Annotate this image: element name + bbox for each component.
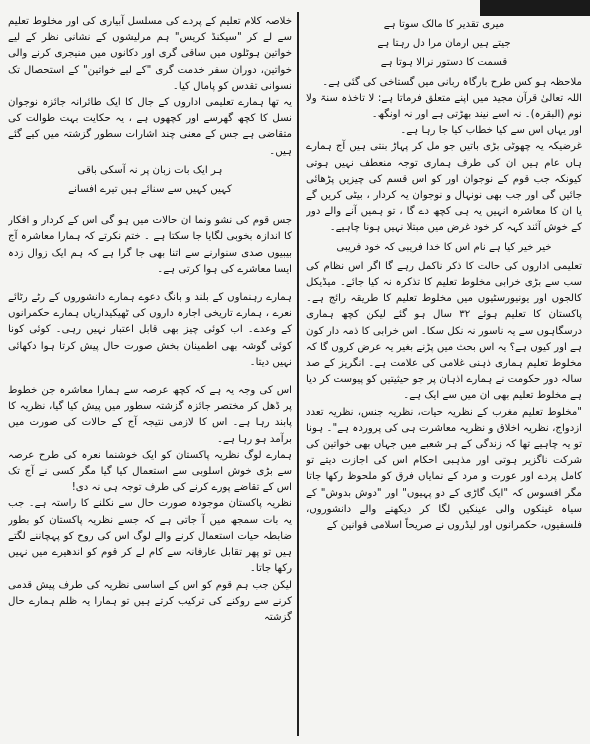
- left-column-paragraph: ہمارے رہنماوں کے بلند و بانگ دعوے ہمارے دانشوروں کے رٹے رٹائے نعرے ، ہمارے تاریخی اجارہ داروں کی ٹھیکیداریاں ہمارے حکمرانوں کے وعدے۔ اب کوئی چیز بھی قابل اعتبار نہیں رہی۔ کوئی کونا کوئی گوشہ بھی اطمینان بخش صورت حال پیش کرتا ہوا دکھائی نہیں دیتا۔: [8, 292, 292, 368]
- left-column-paragraph: یہ تھا ہمارے تعلیمی اداروں کے جال کا ایک طائرانہ جائزہ نوجوان نسل کا کچھ گھرسے اور کچھوں ہے ، یہ حکایت بہت طوالت کی متقاضی ہے جس کے معنی چند اشارات سطور گزشتہ میں کیے گئے ہیں۔: [8, 97, 292, 157]
- right-column-paragraph: ملاحظہ ہو کس طرح بارگاہ ربانی میں گستاخی کی گئی ہے۔: [322, 76, 582, 88]
- right-column-paragraph: تعلیمی اداروں کی حالت کا ذکر ناکمل رہے گا اگر اس نظام کی سب سے بڑی خرابی مخلوط تعلیم کا تذکرہ نہ کیا جائے۔ میڈیکل کالجوں اور یونیورسٹیوں میں مخلوط تعلیم کا طریقہ رائج ہے۔ پاکستان کا تعلیم ہوئے ۳۲ سال ہو گئے لیکن کچھ ہماری درسگاہوں سے یہ ناسور نہ نکل سکا۔ اس خرابی کا ذمہ دار کون ہے اور کیوں ہے؟ یہ اس بحث میں پڑنے بغیر یہ عرض کروں گا کہ مخلوط تعلیم ہماری ذہنی غلامی کی علامت ہے۔ انگریز کے صد سالہ دور حکومت نے ہمارے اذہان پر جو حیثیتیں کو پیوست کر دیا ہے مخلوط تعلیم بھی ان میں سے ایک ہے۔: [306, 260, 582, 402]
- left-column-verse: ہر ایک بات زبان پر نہ آسکی باقی: [77, 164, 223, 176]
- left-column-spacer: [8, 371, 292, 383]
- left-column-verse: کہیں کہیں سے سنائے ہیں تیرے افسانے: [68, 184, 232, 196]
- right-column-verse: میری تقدیر کا مالک سوتا ہے: [383, 19, 505, 30]
- left-column-paragraph: ہمارے لوگ نظریہ پاکستان کو ایک خوشنما نعرہ کی طرح عرصہ سے بڑی خوش اسلوبی سے استعمال کیا گیا مگر کسی نے آج تک اس کے تقاضے پورے کرنے کی طرف توجہ ہی نہ دی!: [8, 449, 292, 494]
- left-column-spacer: [8, 201, 292, 213]
- right-column-paragraph: اور یہاں اس سے کیا خطاب کیا جا رہا ہے۔: [400, 125, 582, 137]
- left-column-paragraph: جس قوم کی نشو ونما ان حالات میں ہو گی اس کے کردار و افکار کا اندازہ بخوبی لگایا جا سکتا ہے ۔ ختم نکرتے کہ ہمارا معاشرہ آج بیبیوں صدی سنوارنے سے اتنا بھی جا گرا ہے کہ ہم ایک زوال زدہ ایسا معاشرے کی ہوا کرتی ہے۔: [8, 215, 292, 275]
- right-column-paragraph: غرضیکہ یہ چھوٹی بڑی باتیں جو مل کر پہاڑ بنتی ہیں آج ہمارے ہاں عام ہیں ان کی طرف ہماری توجہ منعطف نہیں ہوتی کیونکہ جب قوم کے نوجوان اور کو اس قسم کی چیزیں پڑھائی جائیں گی اور جب بھی نونہال و نوجوان یہ کردار ، بیٹی کریں گے یا ان کا معاشرہ انہیں یہ ہی کچھ دے گا ، تو ہمیں آنے والے دور کے خوش آئند کہہ کر خود غرض میں مبتلا نہیں ہونا چاہیے۔: [306, 141, 582, 234]
- right-column-verse: قسمت کا دستور نرالا ہوتا ہے: [380, 57, 508, 69]
- left-column: [8, 14, 292, 738]
- right-column-verse: خیر خیر کیا ہے نام اس کا خدا فریبی کہ خود فریبی: [336, 241, 552, 253]
- left-column-paragraph: نظریہ پاکستان موجودہ صورت حال سے نکلنے کا راستہ ہے۔ جب یہ بات سمجھ میں آ جاتی ہے کہ جسے نظریہ پاکستان کو بطور ضابطہ حیات استعمال کرنے والے لوگ اس کی روح کو پہچاننے لگتے ہیں تو پھر تقابل عارفانہ سے کام لے کر قوم کو اندھیرے میں نہیں رکھا جاتا۔: [8, 498, 292, 575]
- right-column-verse: جیتے ہیں ارمان مرا دل رہتا ہے: [377, 38, 511, 50]
- right-column: [306, 14, 582, 738]
- right-column-paragraph: "مخلوط تعلیم مغرب کے نظریہ حیات، نظریہ جنس، نظریہ تعدد ازدواج، نظریہ اخلاق و نظریہ معاشرت ہی کی پروردہ ہے"۔ ہونا تو یہ چاہیے تھا کہ زندگی کے ہر شعبے میں جہاں بھی خواتین کی شرکت ناگزیر ہوتی اور مذہبی احکام اس کی اجازت دیتے تو کامل پردے اور عورت و مرد کے نمایاں فرق کو ملحوظ رکھا جاتا مگر افسوس کہ "ایک گاڑی کے دو پہیوں" اور "دوش بدوش" کے سیاہ غینکوں والی عینکیں لگا کر دیکھنے والے دانشوروں، فلسفیوں، حکمرانوں اور لیڈروں نے صریحاً اسلامی قوانین کے: [306, 406, 582, 532]
- left-column-spacer: [8, 278, 292, 290]
- left-column-paragraph: لیکن جب ہم قوم کو اس کے اساسی نظریہ کی طرف پیش قدمی کرنے سے روکنے کی ترکیب کرتے ہیں تو ہمارا یہ ظلم ہمارے حال گزشتہ: [8, 579, 292, 623]
- column-divider: [297, 12, 299, 736]
- left-column-paragraph: خلاصہ کلام تعلیم کے پردے کی مسلسل آبیاری کی اور مخلوط تعلیم سے لے کر "سیکنڈ کریس" ہم مرلیشوں کے نشانی نظر کے لیے خواتین ہوٹلوں میں ساقی گری اور دکانوں میں منیجری کرنے والی خواتین، دوران سفر خدمت گری "کے لیے خواتین" کے استحصال تک نسوانی تقدس کو پامال کیا۔: [8, 16, 292, 92]
- left-column-paragraph: اس کی وجہ یہ ہے کہ کچھ عرصہ سے ہمارا معاشرہ جن خطوط پر ڈھل کر مختصر جائزہ گزشتہ سطور میں پیش کیا گیا، نظریہ کا پابند رہا ہے۔ اس کا لازمی نتیجہ آج کے حالات کی صورت میں برآمد ہو رہا ہے۔: [8, 385, 292, 445]
- right-column-paragraph: اللہ تعالیٰ قرآن مجید میں اپنے متعلق فرماتا ہے: لا تاخذہ سنۃ ولا نوم (البقرہ)۔ نہ اسے نیند بھڑتی ہے اور نہ اونگھ۔: [306, 92, 582, 121]
